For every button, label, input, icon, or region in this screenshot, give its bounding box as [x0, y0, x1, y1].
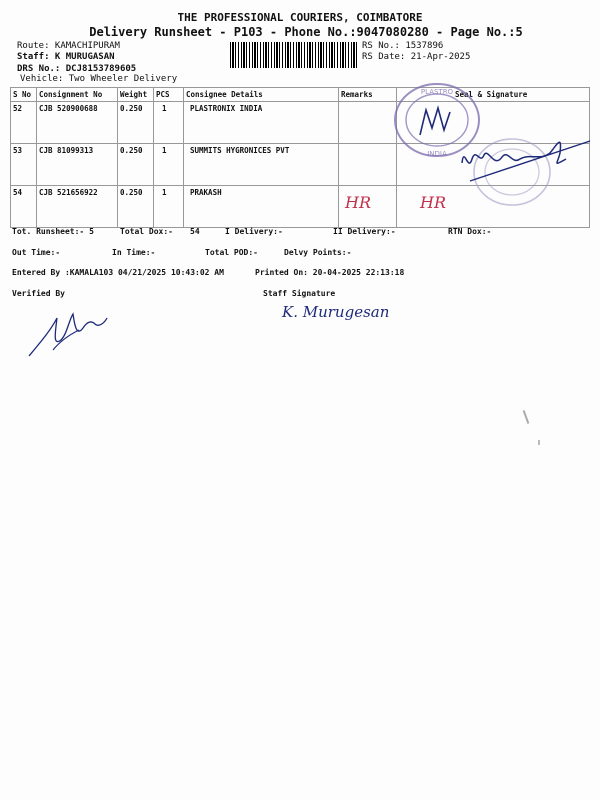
i-delivery-label: I Delivery:-: [225, 227, 283, 236]
cell-weight: 0.250: [118, 186, 154, 228]
svg-text:INDIA: INDIA: [427, 150, 447, 158]
cell-consignment: CJB 520900688: [37, 102, 118, 144]
cell-sno: 54: [11, 186, 37, 228]
col-header-pcs: PCS: [154, 88, 184, 102]
cell-consignee: PRAKASH: [184, 186, 339, 228]
out-time-label: Out Time:-: [12, 248, 61, 257]
entered-by: Entered By :KAMALA103 04/21/2025 10:43:02 AM: [12, 268, 224, 277]
table-header-row: [11, 88, 590, 102]
col-header-consignee: Consignee Details: [184, 88, 339, 102]
cell-remarks: [339, 144, 397, 186]
printed-on: Printed On: 20-04-2025 22:13:18: [255, 268, 405, 277]
col-header-remarks: Remarks: [339, 88, 397, 102]
total-pod-label: Total POD:-: [205, 248, 258, 257]
col-header-consignment: Consignment No: [37, 88, 118, 102]
cell-sno: 53: [11, 144, 37, 186]
cell-consignment: CJB 521656922: [37, 186, 118, 228]
ii-delivery-label: II Delivery:-: [333, 227, 396, 236]
route-label: Route: KAMACHIPURAM: [17, 41, 120, 51]
cell-pcs: 1: [154, 102, 184, 144]
in-time-label: In Time:-: [112, 248, 156, 257]
company-title: THE PROFESSIONAL COURIERS, COIMBATORE: [177, 11, 423, 24]
consignee-signature: [450, 125, 600, 195]
cell-sno: 52: [11, 102, 37, 144]
col-header-weight: Weight: [118, 88, 154, 102]
rs-number: RS No.: 1537896: [362, 41, 444, 51]
cell-consignment: CJB 81099313: [37, 144, 118, 186]
drs-number: DRS No.: DCJ8153789605: [17, 64, 137, 74]
delvy-points-label: Delvy Points:-: [284, 248, 352, 257]
seal-hr-handwritten: HR: [420, 193, 446, 212]
stray-mark: [538, 440, 540, 445]
cell-consignee: SUMMITS HYGRONICES PVT: [184, 144, 339, 186]
col-header-seal-signature: Seal & Signature: [397, 88, 590, 102]
rtn-dox-label: RTN Dox:-: [448, 227, 492, 236]
stray-mark: [523, 410, 530, 424]
total-dox-value: 54: [190, 227, 200, 236]
staff-signature-label: Staff Signature: [263, 289, 336, 298]
cell-weight: 0.250: [118, 102, 154, 144]
svg-text:PLASTRO: PLASTRO: [420, 88, 454, 96]
total-dox-label: Total Dox:-: [120, 227, 173, 236]
cell-consignee: PLASTRONIX INDIA: [184, 102, 339, 144]
runsheet-title: Delivery Runsheet - P103 - Phone No.:9047080280 - Page No.:5: [89, 25, 523, 39]
cell-weight: 0.250: [118, 144, 154, 186]
remark-hr-handwritten: HR: [345, 193, 371, 212]
barcode: [230, 42, 358, 68]
verifier-signature: [25, 300, 120, 365]
vehicle-label: Vehicle: Two Wheeler Delivery: [20, 74, 178, 84]
rs-date: RS Date: 21-Apr-2025: [362, 52, 471, 62]
cell-pcs: 1: [154, 144, 184, 186]
cell-pcs: 1: [154, 186, 184, 228]
cell-remarks: [339, 102, 397, 144]
staff-label: Staff: K MURUGASAN: [17, 52, 115, 62]
tot-runsheet-label: Tot. Runsheet:- 5: [12, 227, 94, 236]
staff-handwritten-signature: K. Murugesan: [282, 303, 390, 321]
col-header-sno: S No: [11, 88, 37, 102]
verified-by-label: Verified By: [12, 289, 65, 298]
